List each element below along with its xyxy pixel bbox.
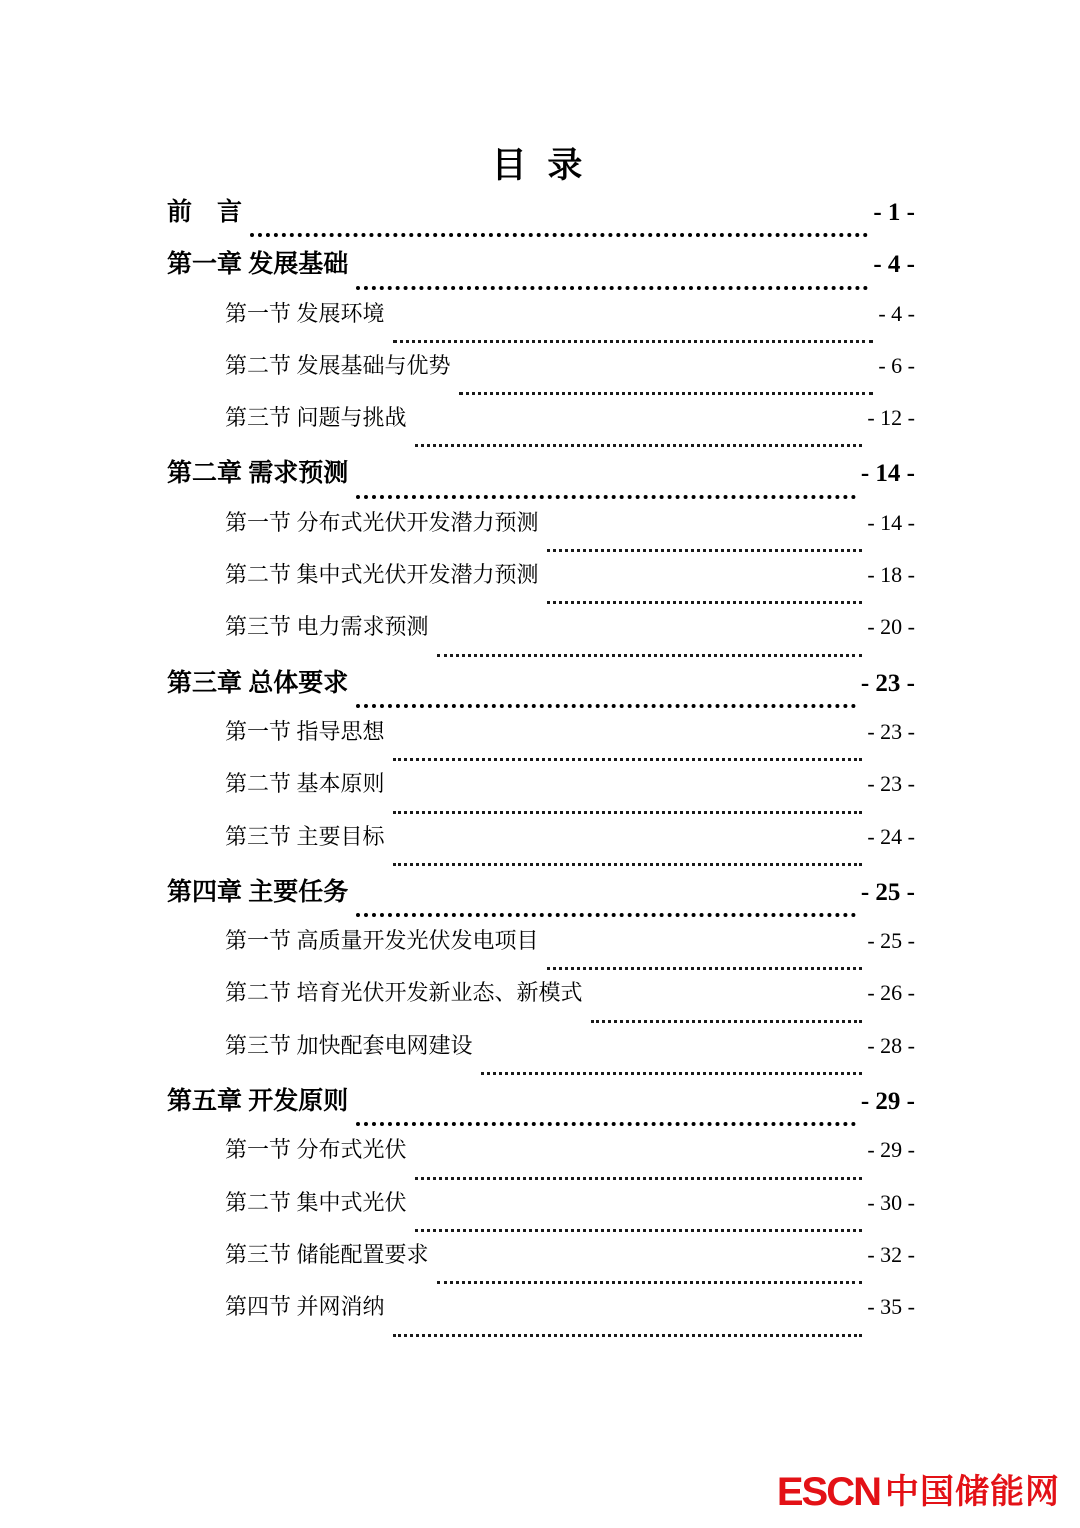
- toc-entry-page: - 24 -: [867, 823, 915, 849]
- dot-leader: [547, 967, 863, 970]
- toc-entry-label: 前 言: [167, 199, 243, 226]
- toc-entry-page: - 4 -: [873, 251, 915, 279]
- toc-entry-page: - 29 -: [860, 1088, 915, 1116]
- toc-entry: [167, 663, 915, 715]
- toc-entry-page: - 26 -: [867, 980, 915, 1006]
- dot-leader: [393, 1334, 863, 1337]
- dot-leader: [547, 549, 863, 552]
- toc-entry: [167, 1238, 915, 1290]
- toc-entry: [167, 506, 915, 558]
- dot-leader: [437, 654, 863, 657]
- dot-leader: [415, 444, 863, 447]
- toc-entry-label: 第一节 发展环境: [225, 300, 385, 326]
- toc-entry: [167, 820, 915, 872]
- page-title: 目 录: [491, 146, 589, 185]
- toc-entry-label: 第五章 开发原则: [167, 1088, 349, 1116]
- escn-logo-chinese-text: 中国储能网: [885, 1473, 1060, 1511]
- dot-leader: [356, 286, 868, 290]
- escn-logo-en-text: ESCN: [776, 1470, 880, 1514]
- toc-entry-label: 第四章 主要任务: [167, 878, 349, 906]
- toc-entry-label: 第一节 指导思想: [225, 718, 385, 744]
- toc-entry: [167, 1029, 915, 1081]
- toc-entry: [167, 872, 915, 924]
- toc-entry: [167, 1081, 915, 1133]
- toc-entry-page: - 6 -: [878, 352, 915, 378]
- toc-entry: [167, 924, 915, 976]
- toc-entry-page: - 32 -: [867, 1241, 915, 1267]
- dot-leader: [356, 1122, 856, 1126]
- toc-entry: [167, 297, 915, 349]
- dot-leader: [459, 392, 874, 395]
- toc-entry-page: - 25 -: [867, 928, 915, 954]
- toc-entry-page: - 25 -: [860, 878, 915, 906]
- toc-entry-label: 第二章 需求预测: [167, 460, 349, 488]
- toc-entry: [167, 349, 915, 401]
- toc-entry: [167, 715, 915, 767]
- toc-entry-label: 第一章 发展基础: [167, 251, 349, 279]
- escn-logo: [777, 1472, 1060, 1512]
- toc-entry-label: 第三章 总体要求: [167, 669, 349, 697]
- toc-entry-label: 第二节 集中式光伏: [225, 1189, 407, 1215]
- dot-leader: [547, 601, 863, 604]
- toc-entry: [167, 767, 915, 819]
- toc-entry-page: - 29 -: [867, 1137, 915, 1163]
- toc-entry: [167, 976, 915, 1028]
- toc-entry: [167, 1290, 915, 1342]
- dot-leader: [393, 340, 874, 343]
- dot-leader: [415, 1229, 863, 1232]
- toc-entry-label: 第三节 加快配套电网建设: [225, 1032, 473, 1058]
- dot-leader: [393, 863, 863, 866]
- toc-entry-label: 第一节 分布式光伏开发潜力预测: [225, 509, 539, 535]
- dot-leader: [415, 1177, 863, 1180]
- toc-entry: [167, 610, 915, 662]
- dot-leader: [356, 913, 856, 917]
- dot-leader: [250, 233, 868, 237]
- dot-leader: [356, 495, 856, 499]
- toc-entry-page: - 28 -: [867, 1032, 915, 1058]
- toc-entry-label: 第三节 储能配置要求: [225, 1241, 429, 1267]
- toc-entry: [167, 244, 915, 296]
- toc-entry-page: - 35 -: [867, 1294, 915, 1320]
- toc-entry: [167, 192, 915, 244]
- dot-leader: [481, 1072, 863, 1075]
- toc-entry-page: - 23 -: [867, 718, 915, 744]
- dot-leader: [591, 1020, 863, 1023]
- toc-entry: [167, 558, 915, 610]
- toc-entry-page: - 23 -: [867, 771, 915, 797]
- toc-entry-page: - 20 -: [867, 614, 915, 640]
- toc-entry-label: 第二节 基本原则: [225, 771, 385, 797]
- toc-entry-page: - 4 -: [878, 300, 915, 326]
- toc-entry-page: - 14 -: [860, 460, 915, 488]
- toc-entry-label: 第一节 高质量开发光伏发电项目: [225, 928, 539, 954]
- toc-entry: [167, 453, 915, 505]
- toc-entry: [167, 1186, 915, 1238]
- toc-entry-label: 第三节 电力需求预测: [225, 614, 429, 640]
- toc-list: [167, 192, 915, 1343]
- toc-entry-label: 第三节 主要目标: [225, 823, 385, 849]
- toc-entry-label: 第二节 集中式光伏开发潜力预测: [225, 562, 539, 588]
- toc-entry-page: - 18 -: [867, 562, 915, 588]
- dot-leader: [393, 758, 863, 761]
- toc-entry-page: - 30 -: [867, 1189, 915, 1215]
- toc-entry-label: 第二节 培育光伏开发新业态、新模式: [225, 980, 583, 1006]
- toc-entry-label: 第一节 分布式光伏: [225, 1137, 407, 1163]
- toc-entry-label: 第四节 并网消纳: [225, 1294, 385, 1320]
- toc-entry-label: 第二节 发展基础与优势: [225, 352, 451, 378]
- toc-entry-page: - 14 -: [867, 509, 915, 535]
- dot-leader: [356, 704, 856, 708]
- toc-entry: [167, 1133, 915, 1185]
- toc-entry-label: 第三节 问题与挑战: [225, 405, 407, 431]
- dot-leader: [393, 811, 863, 814]
- toc-entry-page: - 1 -: [873, 199, 915, 226]
- dot-leader: [437, 1281, 863, 1284]
- toc-entry: [167, 401, 915, 453]
- toc-entry-page: - 23 -: [860, 669, 915, 697]
- toc-entry-page: - 12 -: [867, 405, 915, 431]
